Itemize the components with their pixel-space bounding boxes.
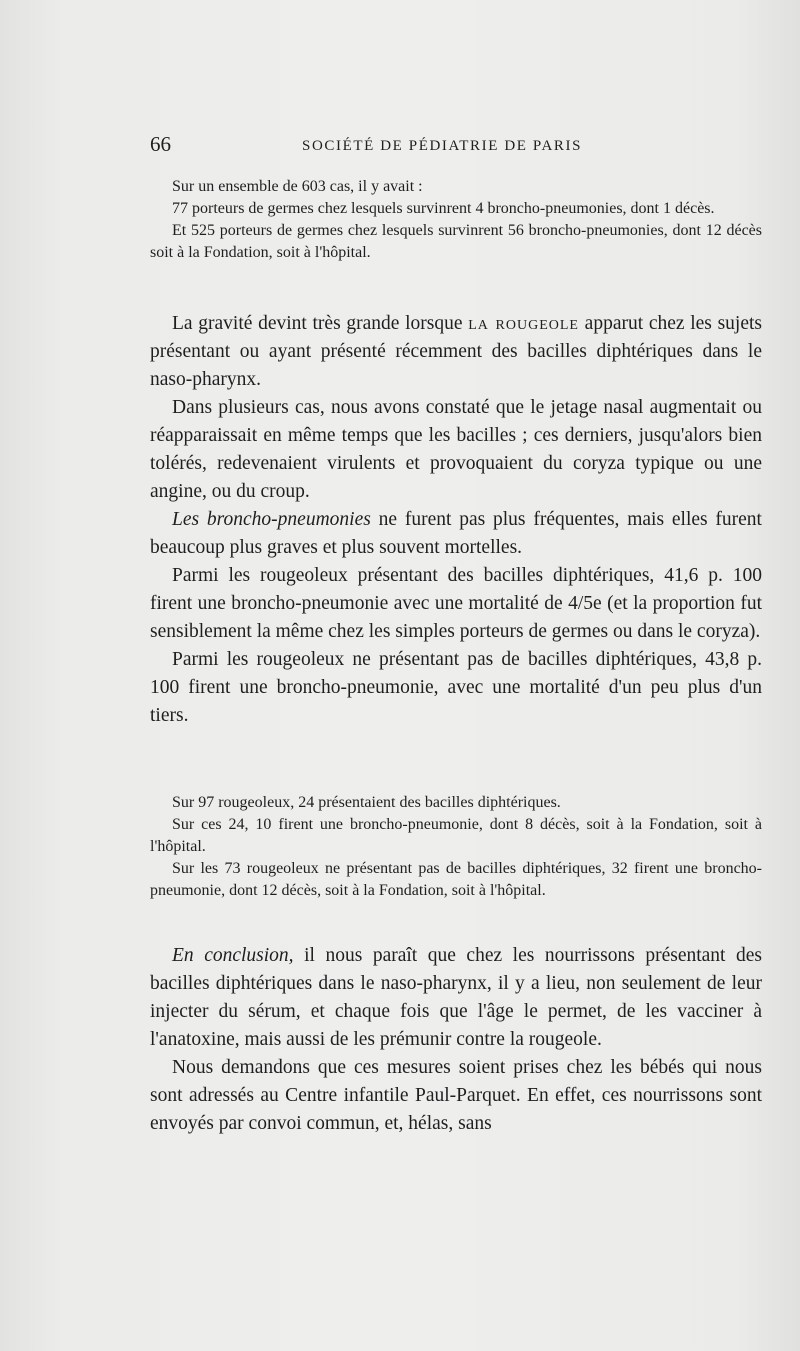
conclusion-block <box>150 942 762 1138</box>
paragraph-parmi-avec-bacilles: Parmi les rougeoleux présentant des bacilles diphtériques, 41,6 p. 100 firent une broncho-pneumonie avec une mortalité de 4/5e (et la proportion fut sensiblement la même chez les simples porteurs de germes ou dans le coryza). <box>150 565 762 642</box>
stats-rougeole-block <box>150 792 762 902</box>
en-conclusion-italic: En conclusion, <box>172 945 294 966</box>
broncho-pneumonies-italic: Les broncho-pneumonies <box>172 509 371 530</box>
paragraph-plusieurs-cas: Dans plusieurs cas, nous avons constaté que le jetage nasal augmentait ou réapparaissait en même temps que les bacilles ; ces derniers, jusqu'alors bien tolérés, redevenaient virulents et provoquaient du coryza typique ou une angine, ou du croup. <box>150 397 762 502</box>
paragraph-conclusion-rest: il nous paraît que chez les nourrissons présentant des bacilles diphtériques dans le naso-pharynx, il y a lieu, non seulement de leur injecter du sérum, et chaque fois que l'âge le permet, de les vacciner à l'anatoxine, mais aussi de les prémunir contre la rougeole. <box>150 945 762 1050</box>
paragraph-broncho-pneumonies <box>150 506 762 562</box>
rougeole-smallcaps: la rougeole <box>468 313 579 334</box>
stats-intro-line-2: 77 porteurs de germes chez lesquels survinrent 4 broncho-pneumonies, dont 1 décès. <box>172 200 715 217</box>
paragraph-gravite <box>150 310 762 394</box>
stats-rougeole-line-2: Sur ces 24, 10 firent une broncho-pneumonie, dont 8 décès, soit à la Fondation, soit à l'hôpital. <box>150 816 762 855</box>
paragraph-parmi-sans-bacilles: Parmi les rougeoleux ne présentant pas de bacilles diphtériques, 43,8 p. 100 firent une broncho-pneumonie, avec une mortalité d'un peu plus d'un tiers. <box>150 649 762 726</box>
paragraph-gravite-start: La gravité devint très grande lorsque <box>172 313 469 334</box>
page-header <box>150 132 762 162</box>
stats-intro-block <box>150 176 762 264</box>
stats-rougeole-line-3: Sur les 73 rougeoleux ne présentant pas de bacilles diphtériques, 32 firent une broncho-pneumonie, dont 12 décès, soit à la Fondation, soit à l'hôpital. <box>150 860 762 899</box>
paragraph-conclusion <box>150 942 762 1054</box>
stats-rougeole-line-1: Sur 97 rougeoleux, 24 présentaient des bacilles diphtériques. <box>172 794 561 811</box>
page-number: 66 <box>150 132 171 156</box>
paragraph-broncho-rest: ne furent pas plus fréquentes, mais elles furent beaucoup plus graves et plus souvent mortelles. <box>150 509 762 558</box>
paragraph-gravite-end: apparut chez les sujets présentant ou ayant présenté récemment des bacilles diphtériques dans le naso-pharynx. <box>150 313 762 390</box>
paragraph-nous-demandons: Nous demandons que ces mesures soient prises chez les bébés qui nous sont adressés au Centre infantile Paul-Parquet. En effet, ces nourrissons sont envoyés par convoi commun, et, hélas, sans <box>150 1057 762 1134</box>
body-text-block <box>150 310 762 730</box>
stats-intro-line-3: Et 525 porteurs de germes chez lesquels survinrent 56 broncho-pneumonies, dont 12 décès soit à la Fondation, soit à l'hôpital. <box>150 222 762 261</box>
stats-intro-line-1: Sur un ensemble de 603 cas, il y avait : <box>172 178 423 195</box>
running-title: SOCIÉTÉ DE PÉDIATRIE DE PARIS <box>302 138 583 154</box>
